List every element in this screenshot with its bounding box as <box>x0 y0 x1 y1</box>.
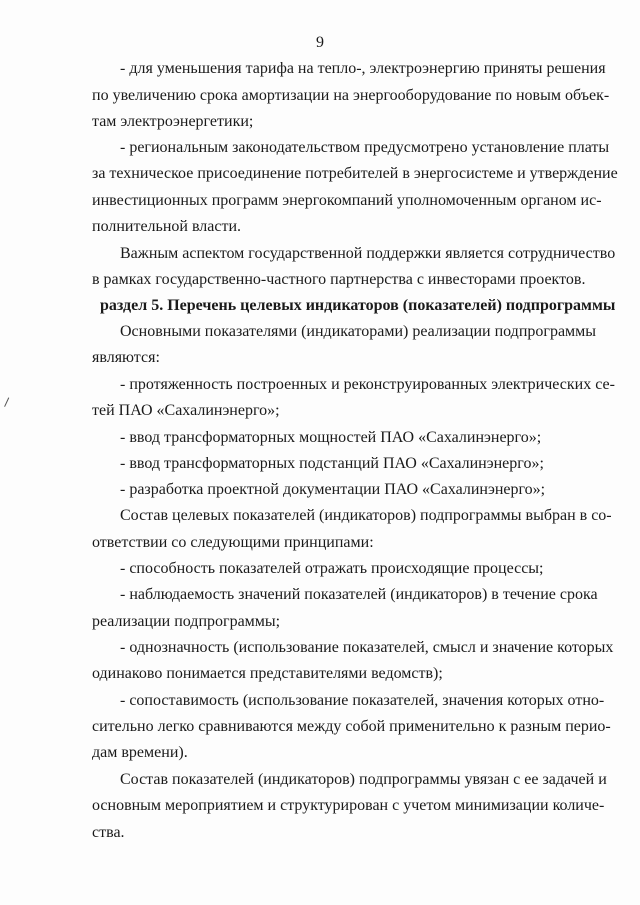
list-item: - разработка проектной документации ПАО «Сахалинэнерго»; <box>120 481 546 498</box>
list-item: - способность показателей отражать происходящие процессы; <box>120 560 544 577</box>
text-line: основным мероприятием и структурирован с учетом минимизации количе- <box>92 797 605 814</box>
text-line: Состав показателей (индикаторов) подпрограммы увязан с ее задачей и <box>120 771 607 788</box>
text-line: Основными показателями (индикаторами) реализации подпрограммы <box>120 323 597 340</box>
text-line: за техническое присоединение потребителей в энергосистеме и утверждение <box>92 165 618 182</box>
list-item: - ввод трансформаторных подстанций ПАО «Сахалинэнерго»; <box>120 455 544 472</box>
text-line: сительно легко сравниваются между собой применительно к разным перио- <box>92 718 611 735</box>
text-line: Важным аспектом государственной поддержки является сотрудничество <box>120 245 616 262</box>
text-line: одинаково понимается представителями ведомств); <box>92 665 443 682</box>
text-line: полнительной власти. <box>92 218 242 235</box>
text-line: - региональным законодательством предусмотрено установление платы <box>120 139 610 156</box>
text-line: в рамках государственно-частного партнерства с инвесторами проектов. <box>92 271 586 288</box>
page-number: 9 <box>316 34 324 51</box>
text-line: дам времени). <box>92 744 188 761</box>
text-line: Состав целевых показателей (индикаторов) подпрограммы выбран в со- <box>120 507 612 524</box>
list-item: - однозначность (использование показателей, смысл и значение которых <box>120 639 614 656</box>
list-item: - сопоставимость (использование показателей, значения которых отно- <box>120 692 605 709</box>
text-line: ответствии со следующими принципами: <box>92 534 374 551</box>
text-line: тей ПАО «Сахалинэнерго»; <box>92 402 280 419</box>
section-heading: раздел 5. Перечень целевых индикаторов (показателей) подпрограммы <box>100 297 616 314</box>
text-line: являются: <box>92 349 160 366</box>
text-line: реализации подпрограммы; <box>92 613 281 630</box>
list-item: - наблюдаемость значений показателей (индикаторов) в течение срока <box>120 586 598 603</box>
list-item: - протяженность построенных и реконструированных электрических се- <box>120 376 615 393</box>
list-item: - ввод трансформаторных мощностей ПАО «Сахалинэнерго»; <box>120 429 542 446</box>
text-line: ства. <box>92 824 125 841</box>
text-line: по увеличению срока амортизации на энергооборудование по новым объек- <box>92 87 610 104</box>
text-line: - для уменьшения тарифа на тепло-, электроэнергию приняты решения <box>120 60 606 77</box>
scan-mark <box>4 397 13 408</box>
text-line: инвестиционных программ энергокомпаний уполномоченным органом ис- <box>92 192 602 209</box>
text-line: там электроэнергетики; <box>92 113 254 130</box>
